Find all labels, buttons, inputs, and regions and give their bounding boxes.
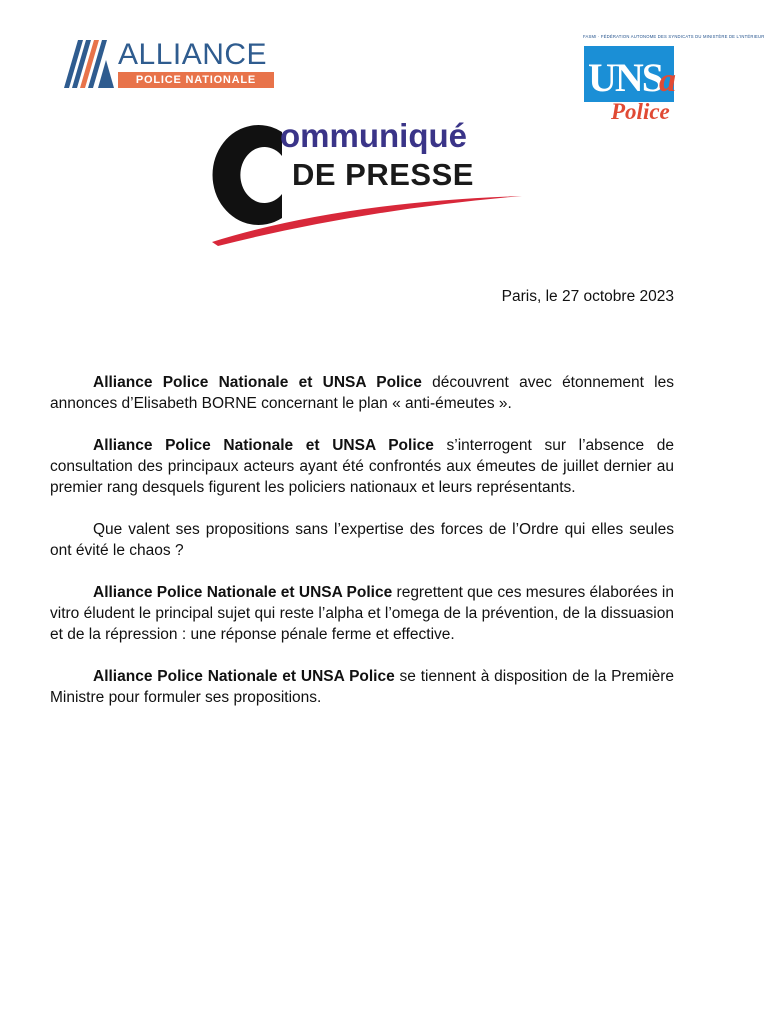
communique-title — [200, 110, 530, 250]
title-line-1: ommuniqué — [280, 117, 467, 154]
alliance-subtitle: POLICE NATIONALE — [118, 72, 274, 88]
alliance-name: ALLIANCE — [118, 38, 268, 71]
alliance-stripes-icon — [62, 38, 118, 90]
title-line-2: DE PRESSE — [292, 157, 474, 192]
paragraph-3 — [50, 519, 674, 561]
paragraph-5-lead: Alliance Police Nationale et UNSA Police — [93, 668, 395, 685]
date-line: Paris, le 27 octobre 2023 — [501, 288, 674, 305]
unsa-federation-text: FASMI · FÉDÉRATION AUTONOME DES SYNDICATS DU MINISTÈRE DE L'INTÉRIEUR — [583, 34, 764, 39]
unsa-letter-a: a — [659, 62, 676, 99]
paragraph-2-lead: Alliance Police Nationale et UNSA Police — [93, 437, 434, 454]
paragraph-4-lead: Alliance Police Nationale et UNSA Police — [93, 584, 393, 601]
paragraph-4 — [50, 582, 674, 645]
paragraph-4-text: regrettent que ces mesures élaborées in vitro éludent le principal sujet qui reste l’alpha et l’omega de la prévention, de la dissuasion et de la répression : une réponse pénale ferme et effective. — [50, 584, 674, 643]
paragraph-1-text: découvrent avec étonnement les annonces d’Elisabeth BORNE concernant le plan « anti-émeutes ». — [50, 374, 674, 412]
unsa-police-logo — [583, 34, 764, 130]
paragraph-2-text: s’interrogent sur l’absence de consultation des principaux acteurs ayant été confrontés aux émeutes de juillet dernier au premier rang desquels figurent les policiers nationaux et leurs représentants. — [50, 437, 674, 496]
paragraph-3-text: Que valent ses propositions sans l’expertise des forces de l’Ordre qui elles seules ont évité le chaos ? — [50, 521, 674, 559]
paragraph-1-lead: Alliance Police Nationale et UNSA Police — [93, 374, 422, 391]
unsa-letters: UNS — [588, 55, 663, 100]
paragraph-5-text: se tiennent à disposition de la Première Ministre pour formuler ses propositions. — [50, 668, 675, 706]
paragraph-1 — [50, 372, 674, 414]
body-text — [50, 372, 674, 729]
paragraph-2 — [50, 435, 674, 498]
alliance-logo — [62, 38, 277, 90]
paragraph-5 — [50, 666, 674, 708]
unsa-police-label: Police — [611, 99, 670, 124]
